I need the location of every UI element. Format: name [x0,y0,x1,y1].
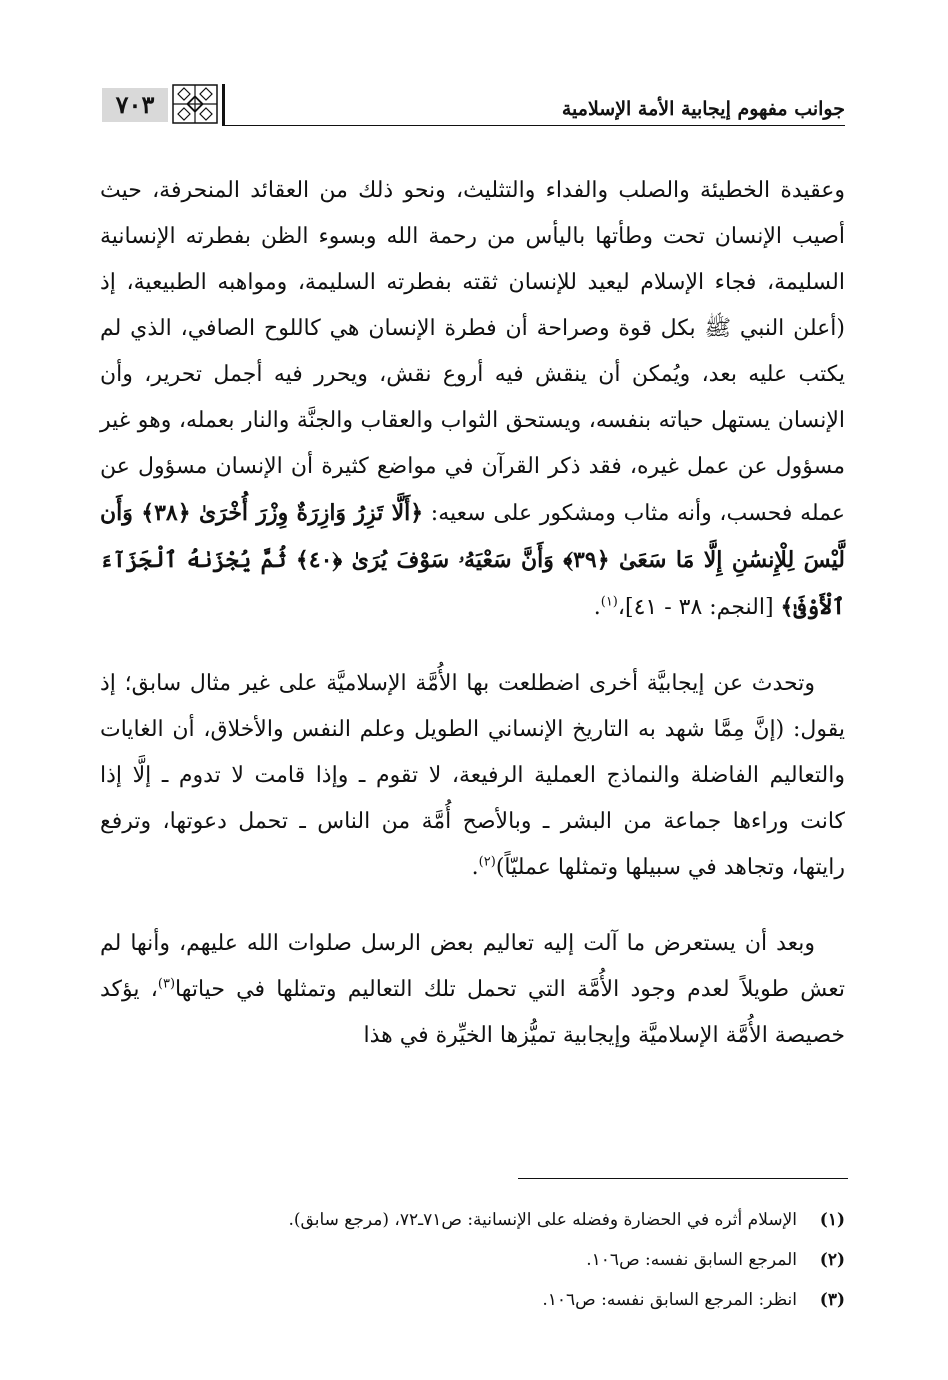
page-header [100,78,845,126]
paragraph-2 [100,661,845,891]
paragraph-end: . [593,595,601,620]
geometric-ornament-icon [172,84,218,124]
footnote-mark: (٣) [157,976,176,992]
quran-verse: ﴿أَلَّا تَزِرُ وَازِرَةٌ وِزْرَ أُخْرَىٰ ﴿٣٨﴾ وَأَن لَّيْسَ لِلْإِنسَٰنِ إِلَّا مَا سَعَىٰ ﴿٣٩﴾ وَأَنَّ سَعْيَهُۥ سَوْفَ يُرَىٰ ﴿٤٠﴾ ثُمَّ يُجْزَىٰهُ ٱلْجَزَآءَ ٱلْأَوْفَىٰ﴾ [100,500,845,620]
paragraph-text: ، يؤكد خصيصة الأُمَّة الإسلاميَّة وإيجابية تميُّزها الخيِّرة في هذا [100,977,845,1048]
page-number: ٧٠٣ [102,88,168,122]
running-title: جوانب مفهوم إيجابية الأمة الإسلامية [561,98,845,120]
footnote-text: الإسلام أثره في الحضارة وفضله على الإنسانية: ص٧١ـ٧٢، (مرجع سابق). [288,1210,797,1230]
paragraph-end: . [471,855,479,880]
paragraph-3 [100,921,845,1059]
paragraph-1 [100,168,845,631]
footnote-separator [518,1178,848,1179]
paragraph-text: وعقيدة الخطيئة والصلب والفداء والتثليث، ونحو ذلك من العقائد المنحرفة، حيث أصيب الإنسان تحت وطأتها باليأس من رحمة الله وبسوء الظن بفطرته الإنسانية السليمة، فجاء الإسلام ليعيد للإنسان ثقته بفطرته السليمة، ومواهبه الطبيعية، إذ (أعلن النبي ﷺ بكل قوة وصراحة أن فطرة الإنسان هي كاللوح الصافي، الذي لم يكتب عليه بعد، ويُمكن أن ينقش فيه أروع نقش، ويحرر فيه أجمل تحرير، وأن الإنسان يستهل حياته بنفسه، ويستحق الثواب والعقاب والجنَّة والنار بعمله، وهو غير مسؤول عن عمل غيره، فقد ذكر القرآن في مواضع كثيرة أن الإنسان مسؤول عن عمله فحسب، وأنه مثاب ومشكور على سعيه: [100,178,845,526]
footnotes-list [103,1200,845,1320]
paragraph-text: وبعد أن يستعرض ما آلت إليه تعاليم بعض الرسل صلوات الله عليهم، وأنها لم تعش طويلاً لعدم وجود الأُمَّة التي تحمل تلك التعاليم وتمثلها في حياتها [100,931,845,1002]
footnote-text: المرجع السابق نفسه: ص١٠٦. [586,1250,797,1270]
header-rule [222,125,845,126]
quran-citation: [النجم: ٣٨ - ٤١]، [617,595,781,620]
footnote-number: (١) [819,1210,845,1230]
paragraph-text: وتحدث عن إيجابيَّة أخرى اضطلعت بها الأُمَّة الإسلاميَّة على غير مثال سابق؛ إذ يقول: (إنَّ مِمَّا شهد به التاريخ الإنساني الطويل وعلم النفس والأخلاق، أن الغايات والتعاليم الفاضلة والنماذج العملية الرفيعة، لا تقوم ـ وإذا قامت لا تدوم ـ إلَّا إذا كانت وراءها جماعة من البشر ـ وبالأصح أُمَّة من الناس ـ تحمل دعوتها، وترفع رايتها، وتجاهد في سبيلها وتمثلها عمليّاً) [100,671,845,880]
footnote-mark: (٢) [478,854,496,870]
footnote-mark: (١) [600,594,618,610]
footnote-item [103,1240,845,1280]
footnote-item [103,1200,845,1240]
footnote-number: (٣) [819,1290,845,1310]
footnote-text: انظر: المرجع السابق نفسه: ص١٠٦. [542,1290,797,1310]
header-divider [222,84,225,126]
main-text [100,168,845,1059]
footnote-number: (٢) [819,1250,845,1270]
footnote-item [103,1280,845,1320]
